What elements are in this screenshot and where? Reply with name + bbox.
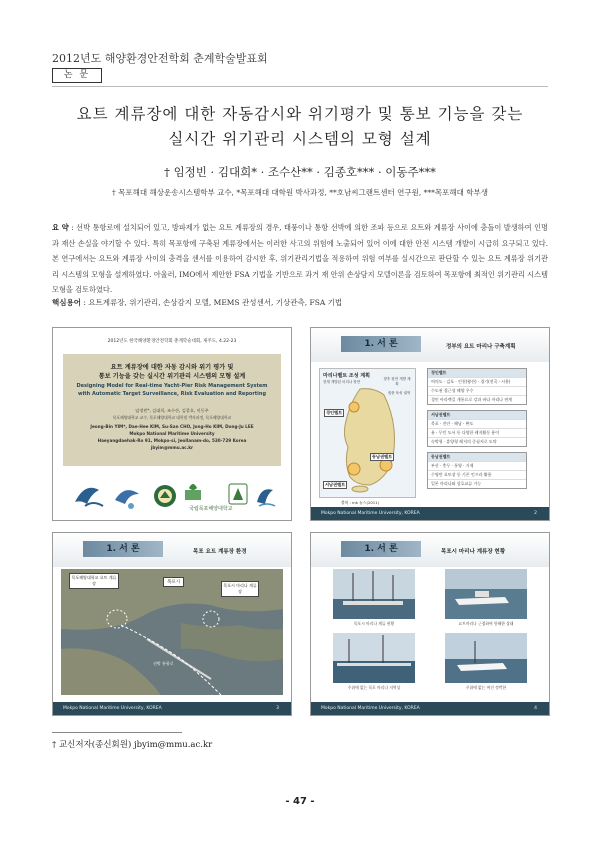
marina-photo-1 <box>333 569 415 619</box>
slide4-footer <box>311 702 549 715</box>
page-number: - 47 - <box>285 796 315 807</box>
map-label-belt3: 동남권벨트 <box>372 454 393 459</box>
slide1-kr-authors: 임정빈*, 김대희, 조수산, 김종호, 이동주 <box>135 408 209 413</box>
map-label-shipping-lane: 선박 통항로 <box>153 661 174 666</box>
corresponding-author-footnote: † 교신저자(종신회원) jbyim@mmu.ac.kr <box>52 740 213 750</box>
map-legend-2: 향후 항만 개발 계획 <box>383 377 411 386</box>
paper-title-line2: 실시간 위기관리 시스템의 모형 설계 <box>168 130 432 148</box>
slide2-heading: 정부의 요트 마리나 구축계획 <box>446 344 516 350</box>
author-list: † 임정빈 · 김대희* · 조수산** · 김종호*** · 이동주*** <box>164 165 436 179</box>
map-title: 마리나벨트 조성 계획 <box>323 373 370 379</box>
photo-caption-1: 목포시 마리나 계류 현황 <box>353 621 395 626</box>
marina-photo-4 <box>445 633 527 683</box>
slide1-kr-title2: 통보 기능을 갖는 실시간 위기관리 시스템의 모형 설계 <box>98 373 246 380</box>
slide1-en-title1: Designing Model for Real-time Yacht-Pier Risk Management System <box>76 383 268 389</box>
belt3-item: 부산 · 충무 · 통영 · 거제 <box>428 461 526 470</box>
slide3-section: 1. 서 론 <box>83 541 163 557</box>
belt2-item: 숙박형 · 휴양형 레저의 중심지로 도약 <box>428 437 526 446</box>
abstract-text: : 선박 통항로에 설치되어 있고, 방파제가 없는 요트 계류장의 경우, 태풍이나 통항 선박에 의한 조파 등으로 요트와 계류장 사이에 충돌이 발생하여 인명과 재산 손실을 야기할 수 있다. 특히 목포항에 구축된 계류장에서는 이러한 사고의 위험에 노출되어 있어 이에 대한 안전 시스템 개발이 시급히 요구되고 있다. 본 연구에서는 요트와 계류장 사이의 충격을 센서를 이용하여 감시한 후, 위기관리기법을 적용하여 위험 여부를 실시간으로 판단할 수 있는 요트 계류장 위기관리 시스템의 모형을 설계하였다. 아울러, IMO에서 제안한 FSA 기법을 기반으로 과거 재 안위 손상담지 모델이론을 검토하여 목포항에 최적인 위기관리 시스템 모형을 검토하였다. <box>52 223 548 294</box>
abstract <box>52 220 548 298</box>
keywords-text: : 요트계류장, 위기관리, 손상감지 모델, MEMS 관성센서, 기상관측, FSA 기법 <box>83 298 343 307</box>
conference-header: 2012년도 해양환경안전학회 춘계학술발표회 <box>52 52 268 65</box>
dolphin-logo-icon <box>75 488 103 506</box>
slide2-page: 2 <box>534 511 537 516</box>
university-emblem-icon <box>154 485 176 507</box>
bird-logo-icon <box>115 490 139 509</box>
map-label-university-pier: 목포해양대학교 요트 계류장 <box>69 573 119 589</box>
slide1-en-title2: with Automatic Target Surveillance, Risk Evaluation and Reporting <box>77 391 267 397</box>
map-label-belt1: 경인벨트 <box>326 410 343 415</box>
slide1-kr-title1: 요트 계류장에 대한 자동 감시와 위기 평가 및 <box>110 364 234 371</box>
map-note: 집중 육성 권역 <box>387 391 411 395</box>
map-label-mokpo: 목포시 <box>163 577 184 587</box>
belt3-item: 수영만 요트장 등 기존 인프라 활용 <box>428 470 526 479</box>
slide3-footer-text: Mokpo National Maritime University, KOREA <box>63 706 162 711</box>
slide4-heading: 목포시 마리나 계류장 현황 <box>441 549 506 555</box>
slide3-page: 3 <box>276 706 279 711</box>
slide3-footer <box>53 702 291 715</box>
slide2-section: 1. 서 론 <box>341 336 421 352</box>
belt1-title: 경인벨트 <box>428 369 526 377</box>
slide-2-marina-plan <box>310 327 550 521</box>
slide4-page: 4 <box>534 706 537 711</box>
photo-caption-4: 주위에 없는 여건 정박한 <box>465 685 507 690</box>
belt2-box <box>427 410 527 447</box>
belt1-item: 여의도 · 김포 · 인천(왕산) · 경기(전곡 · 시흥) <box>428 377 526 386</box>
slide2-footer-text: Mokpo National Maritime University, KOREA <box>321 511 420 516</box>
slide-3-mokpo-environment <box>52 532 292 716</box>
map-label-belt2: 서남권벨트 <box>325 482 346 487</box>
marina-photo-3 <box>333 633 415 683</box>
photo-caption-2: 요트마리나 근접하여 항해한 상태 <box>458 621 514 626</box>
slide2-footer <box>311 507 549 520</box>
belt3-title: 동남권벨트 <box>428 453 526 461</box>
belt1-item: 수도권 접근성 해양 우수 <box>428 386 526 395</box>
slide-1-title <box>52 327 292 521</box>
keywords <box>52 297 342 308</box>
slide4-section: 1. 서 론 <box>341 541 421 557</box>
slide1-kr-affil: 목포해양대학교 교수, 목포해양대학교 대학원 박사과정, 목포해양대학교 <box>112 415 232 420</box>
author-affiliation: † 목포해대 해상운송시스템학부 교수, *목포해대 대학원 박사과정, **호남씨그랜트센터 연구원, ***목포해대 학부생 <box>111 188 489 197</box>
slide-4-marina-status <box>310 532 550 716</box>
header-divider <box>52 86 548 87</box>
belt2-item: 목포 · 진안 · 해남 · 완도 <box>428 419 526 428</box>
photo-caption-3: 주위에 없는 목포 마리나 지역상 <box>347 685 401 690</box>
wave-logo-icon <box>257 489 275 506</box>
slide3-heading: 목포 요트 계류장 환경 <box>193 549 247 555</box>
slide1-logo-row <box>69 476 279 516</box>
slide4-footer-text: Mokpo National Maritime University, KOREA <box>321 706 420 711</box>
slide1-logo-text: 국립목포해양대학교 <box>189 506 233 512</box>
slide1-en-authors: Jeong-Bin YIM*, Dae-Hee KIM, Su-San CHO, Jong-Ho KIM, Dong-Ju LEE <box>90 424 254 429</box>
marina-photo-2 <box>445 569 527 619</box>
peninsula-shape <box>330 385 410 493</box>
slide1-address: Haeyangdaehak-Ro 91, Mokpo-si, Jeollanam-do, 530-729 Korea <box>97 438 247 443</box>
slide1-email: jbyim@mmu.ac.kr <box>150 445 194 450</box>
belt1-box <box>427 368 527 405</box>
belt3-item: 일본 마리나와 상호교류 가능 <box>428 479 526 488</box>
belt1-item: 경인 아라뱃길 개통으로 강과 바다 마리나 연계 <box>428 395 526 404</box>
keywords-label: 핵심용어 <box>52 298 81 307</box>
korea-map <box>319 368 416 498</box>
belt2-title: 서남권벨트 <box>428 411 526 419</box>
map-legend-1: 현재 개발된 마리나 항만 <box>323 380 361 384</box>
belt3-box <box>427 452 527 489</box>
paper-title-line1: 요트 계류장에 대한 자동감시와 위기평가 및 통보 기능을 갖는 <box>76 105 524 123</box>
university-name-logo-icon <box>185 484 201 500</box>
slide1-en-affil: Mokpo National Maritime University <box>129 431 215 436</box>
paper-type-tag: 논 문 <box>52 68 102 83</box>
abstract-label: 요 약 <box>52 223 69 232</box>
slide2-source: 출처 : mk 뉴스(2011) <box>341 500 380 505</box>
emblem-logo-icon <box>229 484 247 504</box>
slide1-conference: 2012년도 한국해양환경안전학회 춘계학술대회, 제주도, 4.22-23 <box>107 339 237 344</box>
map-label-marina: 목포시 마리나 계류장 <box>221 581 259 597</box>
belt2-item: 유 · 무인 도서 등 다양한 레저활동 용이 <box>428 428 526 437</box>
